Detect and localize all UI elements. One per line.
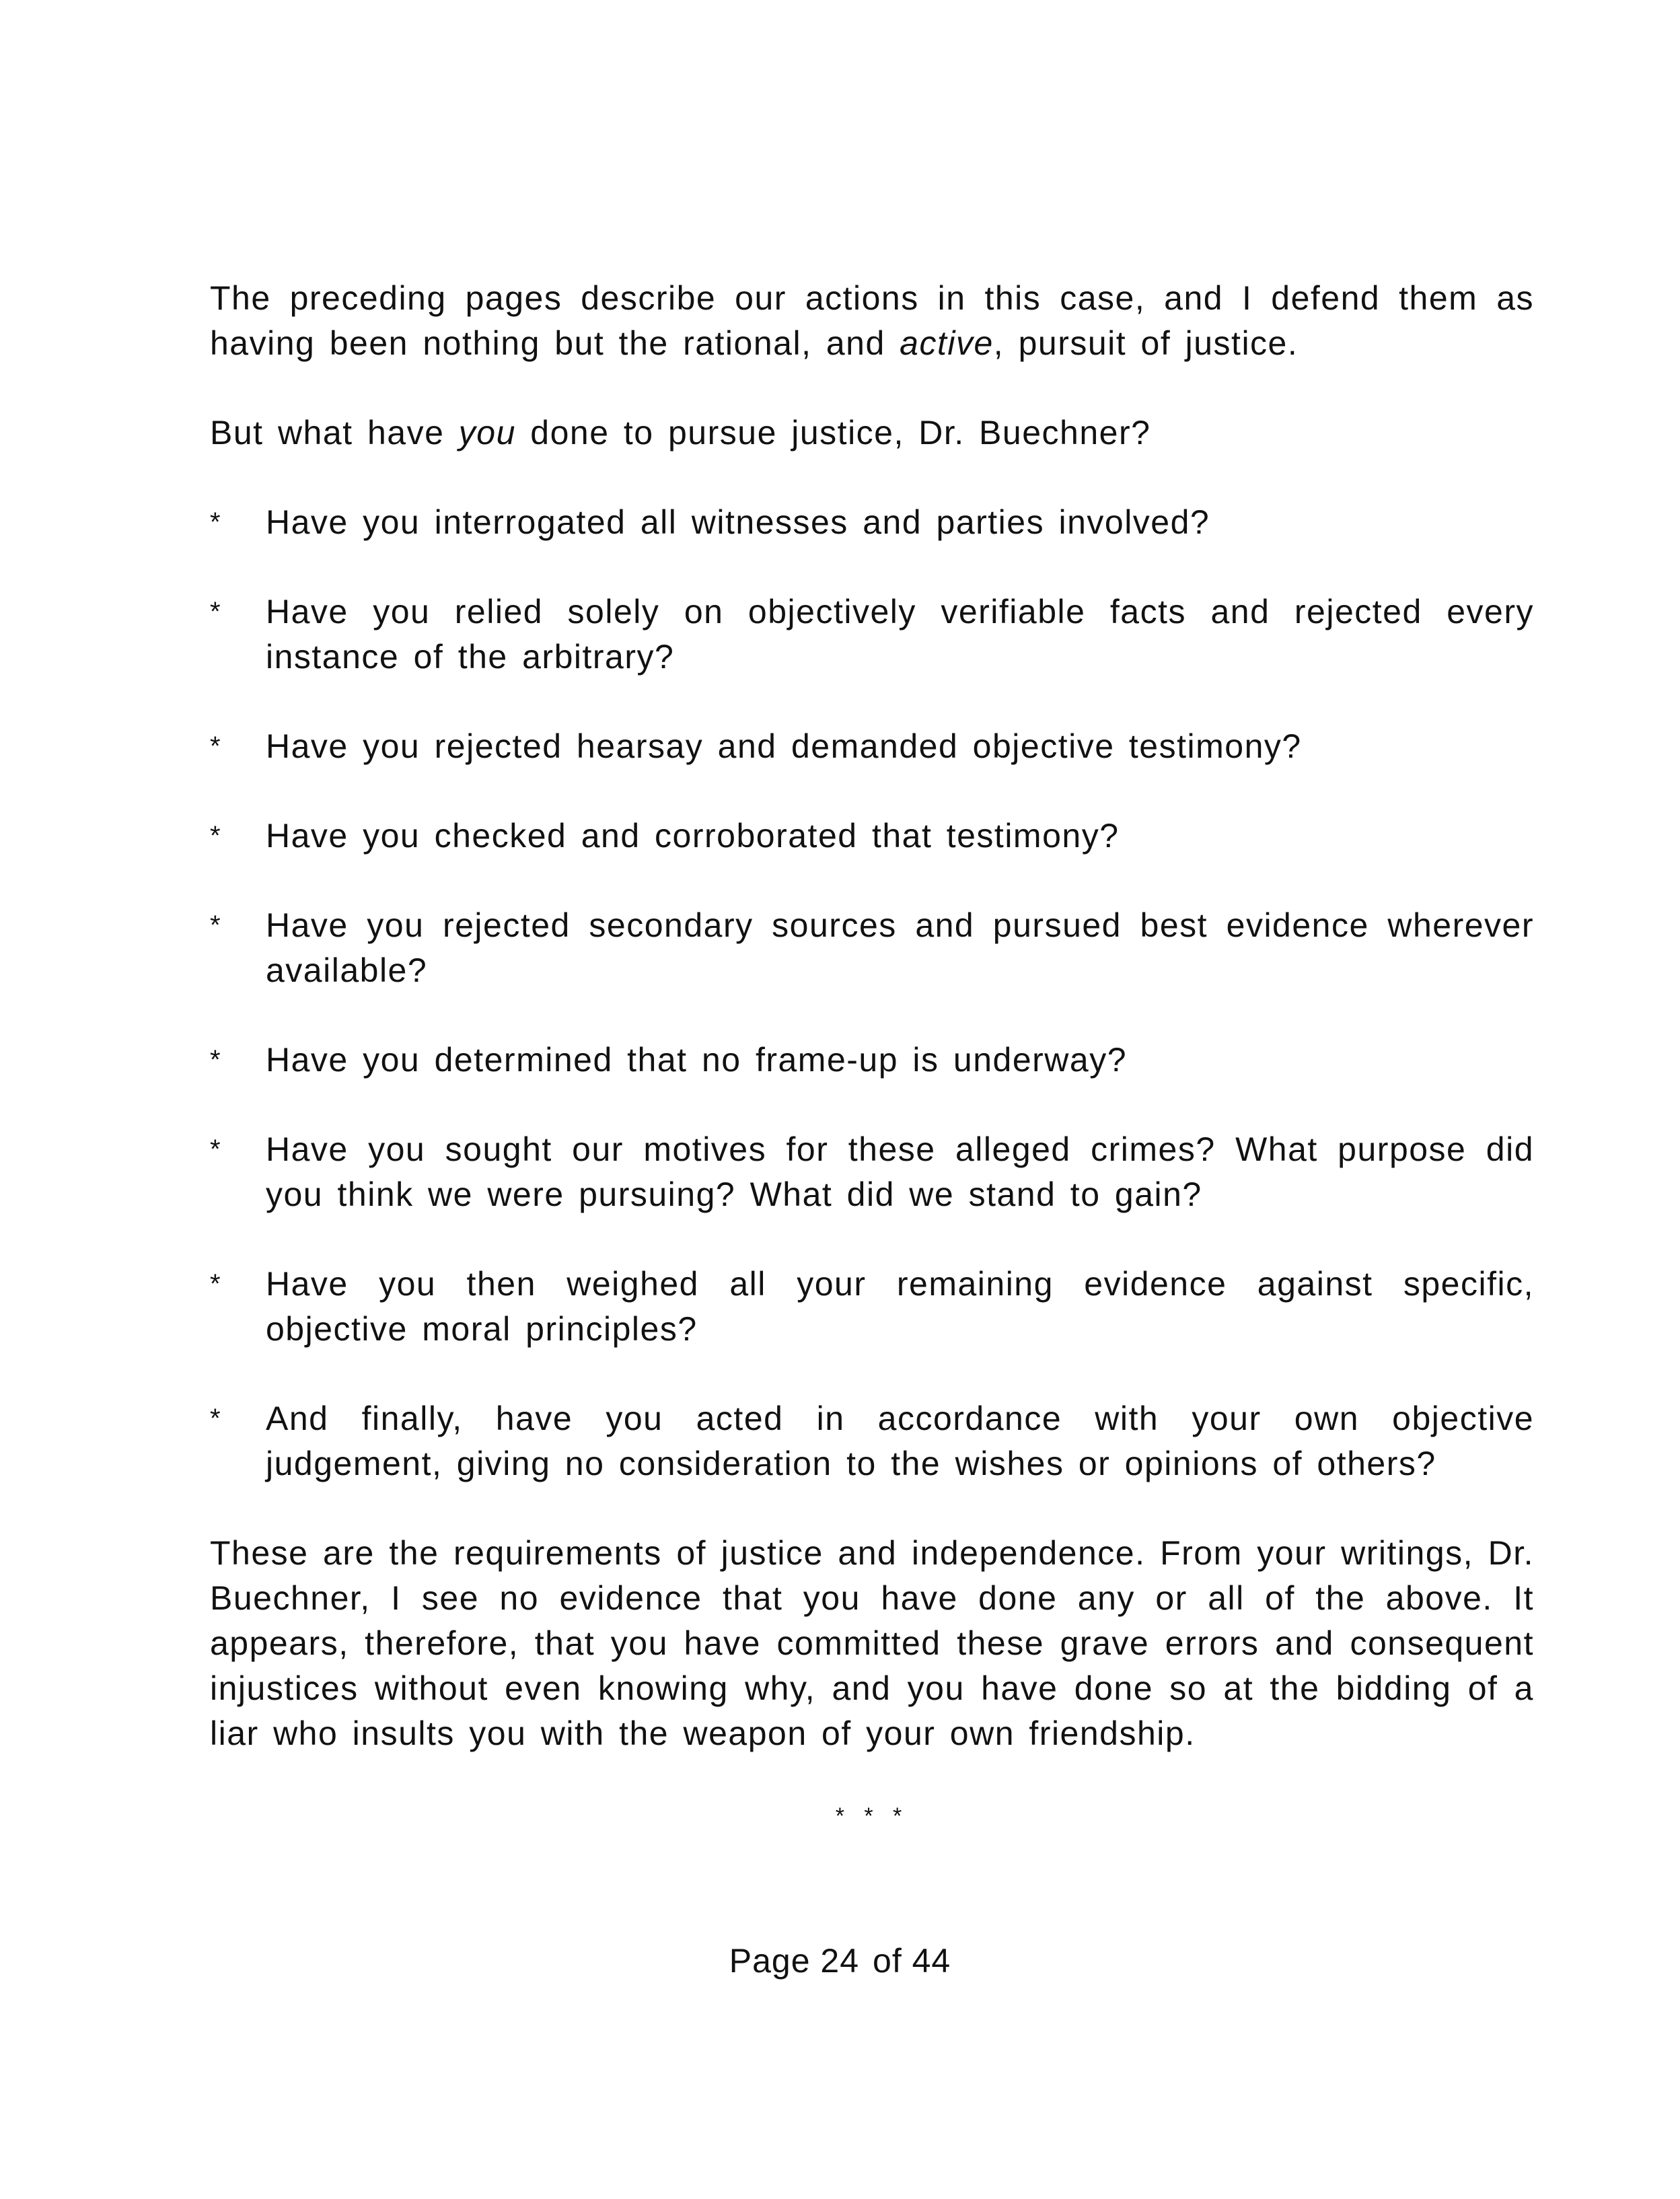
list-item-text: Have you then weighed all your remaining evidence against specific, objective moral principles?	[266, 1265, 1534, 1348]
page-total: of 44	[873, 1942, 951, 1980]
list-item-text: Have you relied solely on objectively verifiable facts and rejected every instance of the arbitrary?	[266, 593, 1534, 676]
asterisk-bullet-icon: *	[210, 1134, 221, 1164]
list-item-text: Have you checked and corroborated that testimony?	[266, 817, 1120, 855]
closing-paragraph: These are the requirements of justice and independence. From your writings, Dr. Buechner, I see no evidence that you have done any or all of the above. It appears, therefore, that you have committed these grave errors and consequent injustices without even knowing why, and you have done so at the bidding of a liar who insults you with the weapon of your own friendship.	[210, 1534, 1534, 1752]
question-text-1: But what have	[210, 414, 459, 452]
list-item-text: Have you sought our motives for these alleged crimes? What purpose did you think we were pursuing? What did we stand to gain?	[266, 1130, 1534, 1213]
asterisk-bullet-icon: *	[210, 1404, 221, 1433]
question-text-2: done to pursue justice, Dr. Buechner?	[515, 414, 1151, 452]
list-item	[210, 1127, 1534, 1217]
question-emphasis: you	[458, 414, 516, 452]
document-page	[210, 276, 1534, 1830]
list-item	[210, 903, 1534, 993]
list-item	[210, 1038, 1534, 1083]
question-paragraph	[210, 410, 1534, 456]
asterisk-bullet-icon: *	[210, 1269, 221, 1299]
asterisk-bullet-icon: *	[210, 597, 221, 626]
list-item	[210, 1262, 1534, 1352]
section-separator: * * *	[835, 1803, 909, 1829]
question-list	[210, 500, 1534, 1486]
intro-emphasis: active	[900, 324, 994, 362]
list-item	[210, 814, 1534, 859]
asterisk-bullet-icon: *	[210, 1045, 221, 1075]
page-footer	[0, 1941, 1680, 1980]
list-item	[210, 500, 1534, 545]
list-item	[210, 589, 1534, 680]
list-item-text: Have you interrogated all witnesses and parties involved?	[266, 503, 1210, 541]
intro-text-1: The preceding pages describe our actions in this case, and I defend them as having been nothing but the rational, and	[210, 279, 1534, 362]
list-item	[210, 724, 1534, 769]
asterisk-bullet-icon: *	[210, 731, 221, 761]
list-item	[210, 1396, 1534, 1486]
intro-paragraph	[210, 276, 1534, 366]
intro-text-2: , pursuit of justice.	[993, 324, 1299, 362]
asterisk-bullet-icon: *	[210, 507, 221, 537]
list-item-text: Have you determined that no frame-up is underway?	[266, 1041, 1128, 1079]
page-number: Page 24	[729, 1942, 860, 1980]
asterisk-bullet-icon: *	[210, 910, 221, 940]
list-item-text: Have you rejected hearsay and demanded objective testimony?	[266, 727, 1302, 765]
asterisk-bullet-icon: *	[210, 821, 221, 851]
list-item-text: And finally, have you acted in accordance with your own objective judgement, giving no consideration to the wishes or opinions of others?	[266, 1400, 1534, 1482]
list-item-text: Have you rejected secondary sources and pursued best evidence wherever available?	[266, 906, 1534, 989]
